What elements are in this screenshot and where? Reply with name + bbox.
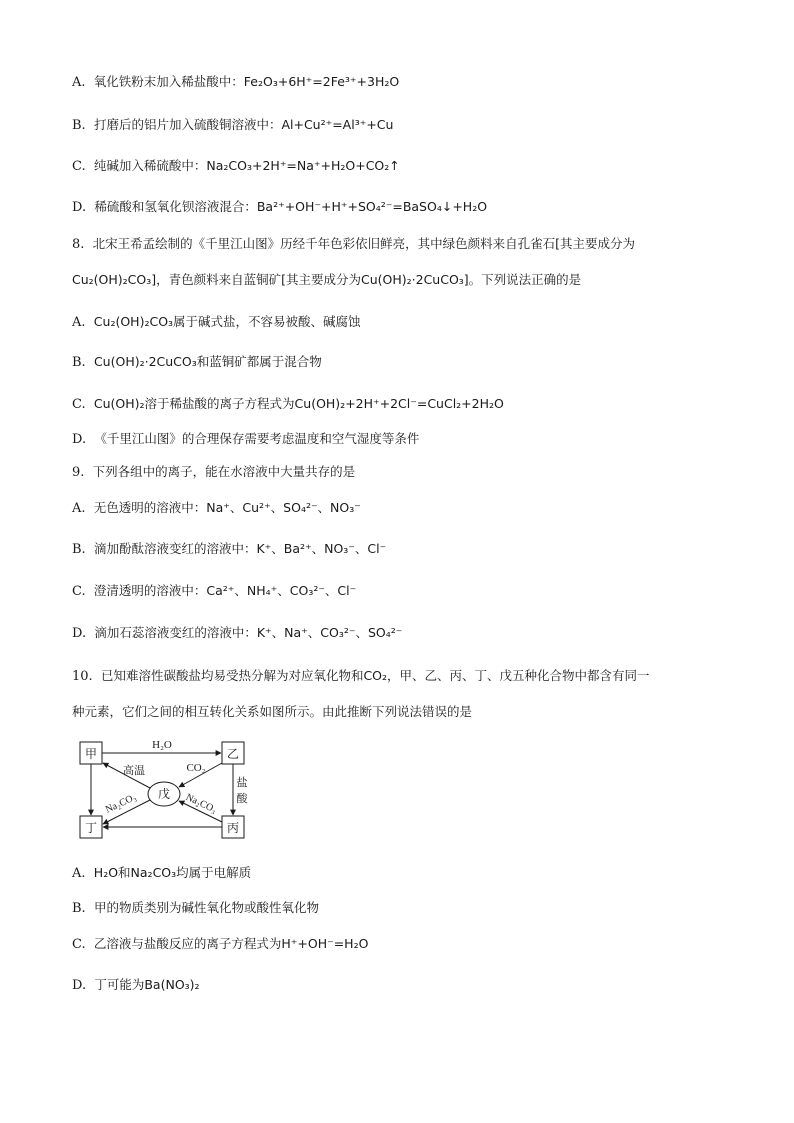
question-number: 8. (72, 237, 85, 252)
q10-option-a (72, 864, 251, 883)
option-text: Cu(OH)₂·2CuCO₃和蓝铜矿都属于混合物 (93, 354, 322, 369)
node-jia: 甲 (84, 747, 98, 761)
q7-option-a (72, 73, 399, 92)
question-text: Cu₂(OH)₂CO₃]，青色颜料来自蓝铜矿[其主要成分为Cu(OH)₂·2CuCO₃]。下列说法正确的是 (72, 272, 582, 287)
question-text: 种元素，它们之间的相互转化关系如图所示。由此推断下列说法错误的是 (72, 704, 473, 719)
edge-label-salt: 盐 (236, 776, 248, 789)
q10-option-b (72, 899, 319, 918)
q9-stem (72, 463, 355, 482)
option-label: D. (72, 978, 87, 993)
option-text: 纯碱加入稀硫酸中：Na₂CO₃+2H⁺=Na⁺+H₂O+CO₂↑ (93, 158, 400, 173)
option-label: C. (72, 397, 86, 412)
option-text: 滴加石蕊溶液变红的溶液中：K⁺、Na⁺、CO₃²⁻、SO₄²⁻ (94, 625, 403, 640)
question-text: 北宋王希孟绘制的《千里江山图》历经千年色彩依旧鲜亮，其中绿色颜料来自孔雀石[其主要成分为 (92, 236, 636, 251)
q10-stem-line2 (72, 703, 472, 722)
node-yi: 乙 (226, 747, 240, 761)
option-text: 丁可能为Ba(NO₃)₂ (94, 977, 200, 992)
edge-label-na2co3-left: Na₂CO₃ (103, 791, 139, 816)
option-text: 乙溶液与盐酸反应的离子方程式为H⁺+OH⁻=H₂O (93, 936, 369, 951)
option-label: B. (72, 901, 86, 916)
question-text: 下列各组中的离子，能在水溶液中大量共存的是 (92, 464, 356, 479)
option-text: 《千里江山图》的合理保存需要考虑温度和空气湿度等条件 (94, 431, 420, 446)
question-number: 10. (72, 669, 93, 684)
option-text: 澄清透明的溶液中：Ca²⁺、NH₄⁺、CO₃²⁻、Cl⁻ (93, 583, 357, 598)
question-text: 已知难溶性碳酸盐均易受热分解为对应氧化物和CO₂，甲、乙、丙、丁、戊五种化合物中都含有同一 (100, 668, 650, 683)
option-label: C. (72, 159, 86, 174)
option-label: D. (72, 432, 87, 447)
q8-option-d (72, 430, 419, 449)
node-bing: 丙 (226, 821, 240, 835)
option-text: 氧化铁粉末加入稀盐酸中：Fe₂O₃+6H⁺=2Fe³⁺+3H₂O (93, 74, 400, 89)
option-label: A. (72, 501, 86, 516)
q7-option-b (72, 116, 393, 135)
option-label: A. (72, 75, 86, 90)
q8-option-b (72, 353, 322, 372)
q7-option-d (72, 198, 487, 217)
conversion-diagram (72, 734, 252, 846)
option-text: Cu(OH)₂溶于稀盐酸的离子方程式为Cu(OH)₂+2H⁺+2Cl⁻=CuCl₂+2H₂O (93, 396, 504, 411)
option-label: B. (72, 542, 86, 557)
edge-label-na2co3-right: Na₂CO₃ (183, 791, 219, 816)
option-label: D. (72, 200, 87, 215)
q8-stem-line1 (72, 235, 635, 254)
q9-option-d (72, 624, 402, 643)
q10-option-c (72, 935, 368, 954)
q9-option-c (72, 582, 356, 601)
option-text: Cu₂(OH)₂CO₃属于碱式盐，不容易被酸、碱腐蚀 (93, 314, 361, 329)
option-text: 滴加酚酞溶液变红的溶液中：K⁺、Ba²⁺、NO₃⁻、Cl⁻ (93, 541, 387, 556)
option-label: C. (72, 584, 86, 599)
q8-option-a (72, 313, 361, 332)
edge-label-co2: CO₂ (186, 762, 206, 774)
edge-label-h2o: H₂O (152, 739, 172, 751)
q8-stem-line2 (72, 271, 581, 290)
option-label: A. (72, 315, 86, 330)
option-label: B. (72, 355, 86, 370)
q10-stem-line1 (72, 667, 650, 686)
edge-label-high-temp: 高温 (123, 764, 145, 777)
option-label: B. (72, 118, 86, 133)
option-text: 稀硫酸和氢氧化钡溶液混合：Ba²⁺+OH⁻+H⁺+SO₄²⁻=BaSO₄↓+H₂O (94, 199, 488, 214)
option-text: H₂O和Na₂CO₃均属于电解质 (93, 865, 252, 880)
option-label: A. (72, 866, 86, 881)
node-ding: 丁 (84, 821, 98, 835)
q8-option-c (72, 395, 504, 414)
q9-option-a (72, 499, 361, 518)
question-number: 9. (72, 465, 85, 480)
q9-option-b (72, 540, 386, 559)
option-text: 打磨后的铝片加入硫酸铜溶液中：Al+Cu²⁺=Al³⁺+Cu (93, 117, 394, 132)
option-text: 甲的物质类别为碱性氧化物或酸性氧化物 (93, 900, 319, 915)
q7-option-c (72, 157, 400, 176)
node-wu: 戊 (157, 787, 171, 801)
q10-option-d (72, 976, 200, 995)
option-label: D. (72, 626, 87, 641)
option-label: C. (72, 937, 86, 952)
edge-label-acid: 酸 (236, 792, 248, 805)
option-text: 无色透明的溶液中：Na⁺、Cu²⁺、SO₄²⁻、NO₃⁻ (93, 500, 361, 515)
